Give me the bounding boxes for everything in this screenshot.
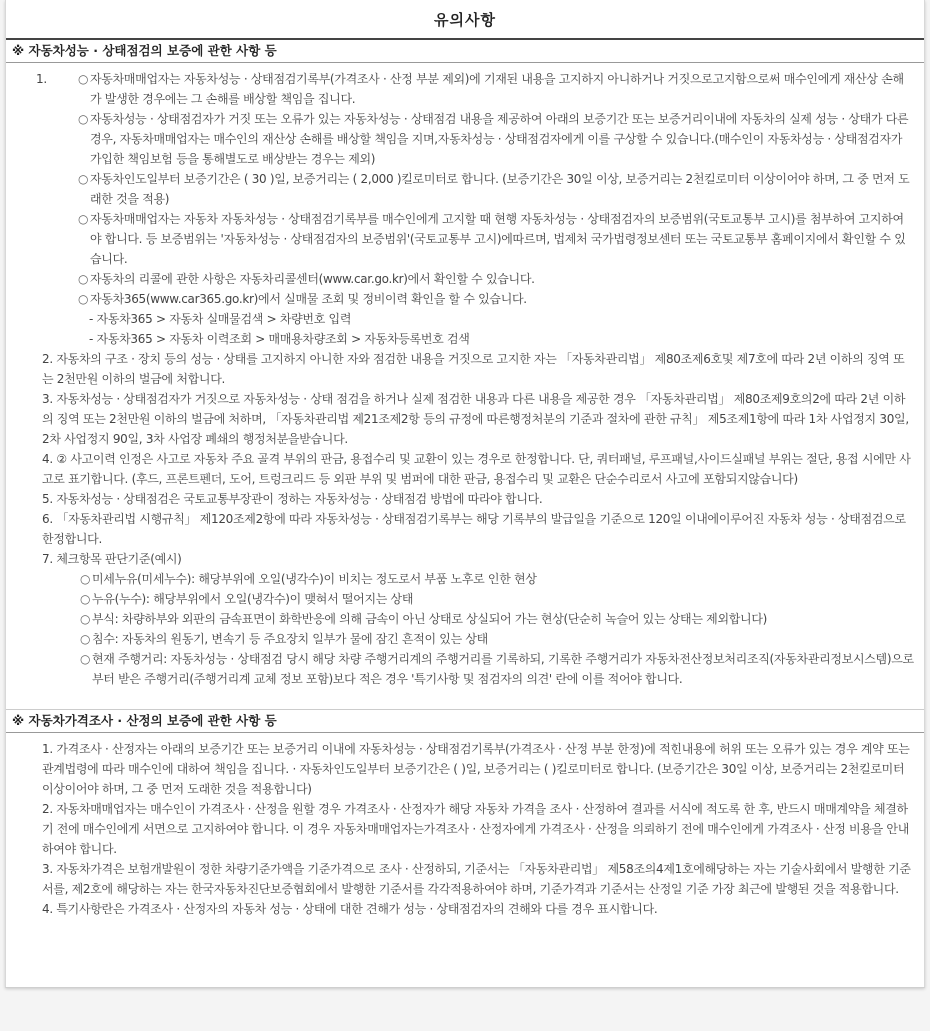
bullet-item: ○ 자동차매매업자는 자동차성능 · 상태점검기록부(가격조사 · 산정 부분 제외)에 기재된 내용을 고지하지 아니하거나 거짓으로고지함으로써 매수인에게 재산상 손해가 발생한 경우에는 그 손해를 배상할 책임을 집니다. — [78, 69, 914, 109]
list-item: 1. 가격조사 · 산정자는 아래의 보증기간 또는 보증거리 이내에 자동차성능 · 상태점검기록부(가격조사 · 산정 부분 한정)에 적힌내용에 허위 또는 오류가 있는 경우 계약 또는 관계법령에 따라 매수인에 대하여 책임을 집니다. · 자동차인도일부터 보증기간은 ( )일, 보증거리는 ( )킬로미터로 합니다. (보증기간은 30일 이상, 보증거리는 2천킬로미터 이상이어야 하며, 그 중 먼저 도래한 것을 적용합니다) — [42, 742, 910, 796]
bullet-item: ○ 누유(누수): 해당부위에서 오일(냉각수)이 맺혀서 떨어지는 상태 — [80, 589, 914, 609]
circle-bullet-icon: ○ — [80, 652, 91, 666]
bullet-item: ○ 자동차365(www.car365.go.kr)에서 실매물 조회 및 정비이력 확인을 할 수 있습니다. — [78, 289, 914, 309]
circle-bullet-icon: ○ — [80, 592, 91, 606]
bullet-item: ○ 현재 주행거리: 자동차성능 · 상태점검 당시 해당 차량 주행거리계의 주행거리를 기록하되, 기록한 주행거리가 자동차전산정보처리조직(자동차관리정보시스템)으로부터 받은 주행거리(주행거리계 교체 정보 포함)보다 적은 경우 '특기사항 및 점검자의 의견' 란에 이를 적어야 합니다. — [80, 649, 914, 689]
bullet-item: ○ 부식: 차량하부와 외판의 금속표면이 화학반응에 의해 금속이 아닌 상태로 상실되어 가는 현상(단순히 녹슬어 있는 상태는 제외합니다) — [80, 609, 914, 629]
section2-body — [6, 733, 924, 927]
circle-bullet-icon: ○ — [78, 212, 89, 226]
title-bar — [6, 0, 924, 40]
notice-panel — [5, 0, 925, 988]
section1-header: ※ 자동차성능 · 상태점검의 보증에 관한 사항 등 — [6, 40, 924, 63]
criteria-list — [12, 569, 914, 689]
circle-bullet-icon: ○ — [78, 272, 89, 286]
circle-bullet-icon: ○ — [78, 72, 89, 86]
list-item-number: 1. — [36, 72, 47, 86]
section2-header: ※ 자동차가격조사 · 산정의 보증에 관한 사항 등 — [6, 710, 924, 733]
list-item-4: 4. ② 사고이력 인정은 사고로 자동차 주요 골격 부위의 판금, 용접수리 및 교환이 있는 경우로 한정합니다. 단, 쿼터패널, 루프패널,사이드실패널 부위는 절단, 용접 시에만 사고로 표기합니다. (후드, 프론트펜더, 도어, 트렁크리드 등 외판 부위 및 범퍼에 대한 판금, 용접수리 및 교환은 단순수리로서 사고에 포함되지않습니다) — [42, 452, 911, 486]
list-item: 2. 자동차매매업자는 매수인이 가격조사 · 산정을 원할 경우 가격조사 · 산정자가 해당 자동차 가격을 조사 · 산정하여 결과를 서식에 적도록 한 후, 반드시 매매계약을 체결하기 전에 매수인에게 서면으로 고지하여야 합니다. 이 경우 자동차매매업자는가격조사 · 산정자에게 가격조사 · 산정을 의뢰하기 전에 매수인에게 가격조사 · 산정 비용을 안내하여야 합니다. — [42, 802, 910, 856]
bullet-item: ○ 자동차인도일부터 보증기간은 ( 30 )일, 보증거리는 ( 2,000 )킬로미터로 합니다. (보증기간은 30일 이상, 보증거리는 2천킬로미터 이상이어야 하며, 그 중 먼저 도래한 것을 적용) — [78, 169, 914, 209]
list-item-body — [78, 69, 914, 349]
page-title: 유의사항 — [434, 10, 496, 29]
list-item-1 — [12, 69, 914, 349]
circle-bullet-icon: ○ — [80, 572, 91, 586]
path-line: - 자동차365 > 자동차 실매물검색 > 차량번호 입력 — [89, 312, 352, 326]
list-item-7: 7. 체크항목 판단기준(예시) — [42, 552, 182, 566]
list-item: 3. 자동차가격은 보험개발원이 정한 차량기준가액을 기준가격으로 조사 · 산정하되, 기준서는 「자동차관리법」 제58조의4제1호에해당하는 자는 기술사회에서 발행한 기준서를, 제2호에 해당하는 자는 한국자동차진단보증협회에서 발행한 기준서를 각각적용하여야 하며, 기준가격과 기준서는 산정일 기준 가장 최근에 발행된 것을 적용합니다. — [42, 862, 911, 896]
circle-bullet-icon: ○ — [78, 172, 89, 186]
circle-bullet-icon: ○ — [78, 292, 89, 306]
bullet-item: ○ 자동차성능 · 상태점검자가 거짓 또는 오류가 있는 자동차성능 · 상태점검 내용을 제공하여 아래의 보증기간 또는 보증거리이내에 자동차의 실제 성능 · 상태가 다른 경우, 자동차매매업자는 매수인의 재산상 손해를 배상할 책임을 지며,자동차성능 · 상태점검자에게 이를 구상할 수 있습니다.(매수인이 자동차성능 · 상태점검자가 가입한 책임보험 등을 통해별도로 배상받는 경우는 제외) — [78, 109, 914, 169]
list-item-5: 5. 자동차성능 · 상태점검은 국토교통부장관이 정하는 자동차성능 · 상태점검 방법에 따라야 합니다. — [42, 492, 543, 506]
section-divider — [6, 697, 924, 710]
list-item-2: 2. 자동차의 구조 · 장치 등의 성능 · 상태를 고지하지 아니한 자와 점검한 내용을 거짓으로 고지한 자는 「자동차관리법」 제80조제6호및 제7호에 따라 2년 이하의 징역 또는 2천만원 이하의 벌금에 처합니다. — [42, 352, 905, 386]
circle-bullet-icon: ○ — [80, 632, 91, 646]
bullet-item: ○ 자동차의 리콜에 관한 사항은 자동차리콜센터(www.car.go.kr)에서 확인할 수 있습니다. — [78, 269, 914, 289]
bullet-item: ○ 침수: 자동차의 원동기, 변속기 등 주요장치 일부가 물에 잠긴 흔적이 있는 상태 — [80, 629, 914, 649]
bullet-item: ○ 자동차매매업자는 자동차 자동차성능 · 상태점검기록부를 매수인에게 고지할 때 현행 자동차성능 · 상태점검자의 보증범위(국토교통부 고시)를 첨부하여 고지하여야 합니다. 등 보증범위는 '자동차성능 · 상태점검자의 보증범위'(국토교통부 고시)에따르며, 법제처 국가법령정보센터 또는 국토교통부 홈페이지에서 확인할 수 있습니다. — [78, 209, 914, 269]
circle-bullet-icon: ○ — [80, 612, 91, 626]
list-item-6: 6. 「자동차관리법 시행규칙」 제120조제2항에 따라 자동차성능 · 상태점검기록부는 해당 기록부의 발급일을 기준으로 120일 이내에이루어진 자동차 성능 · 상태점검으로 한정합니다. — [42, 512, 906, 546]
list-item: 4. 특기사항란은 가격조사 · 산정자의 자동차 성능 · 상태에 대한 견해가 성능 · 상태점검자의 견해와 다를 경우 표시합니다. — [42, 902, 658, 916]
bullet-item: ○ 미세누유(미세누수): 해당부위에 오일(냉각수)이 비치는 정도로서 부품 노후로 인한 현상 — [80, 569, 914, 589]
section1-body — [6, 63, 924, 697]
circle-bullet-icon: ○ — [78, 112, 89, 126]
list-item-3: 3. 자동차성능 · 상태점검자가 거짓으로 자동차성능 · 상태 점검을 하거나 실제 점검한 내용과 다른 내용을 제공한 경우 「자동차관리법」 제80조제9호의2에 따라 2년 이하의 징역 또는 2천만원 이하의 벌금에 처하며, 「자동차관리법 제21조제2항 등의 규정에 따른행정처분의 기준과 절차에 관한 규칙」 제5조제1항에 따라 1차 사업정지 30일, 2차 사업정지 90일, 3차 사업장 폐쇄의 행정처분을받습니다. — [42, 392, 909, 446]
path-line: - 자동차365 > 자동차 이력조회 > 매매용차량조회 > 자동차등록번호 검색 — [89, 332, 470, 346]
